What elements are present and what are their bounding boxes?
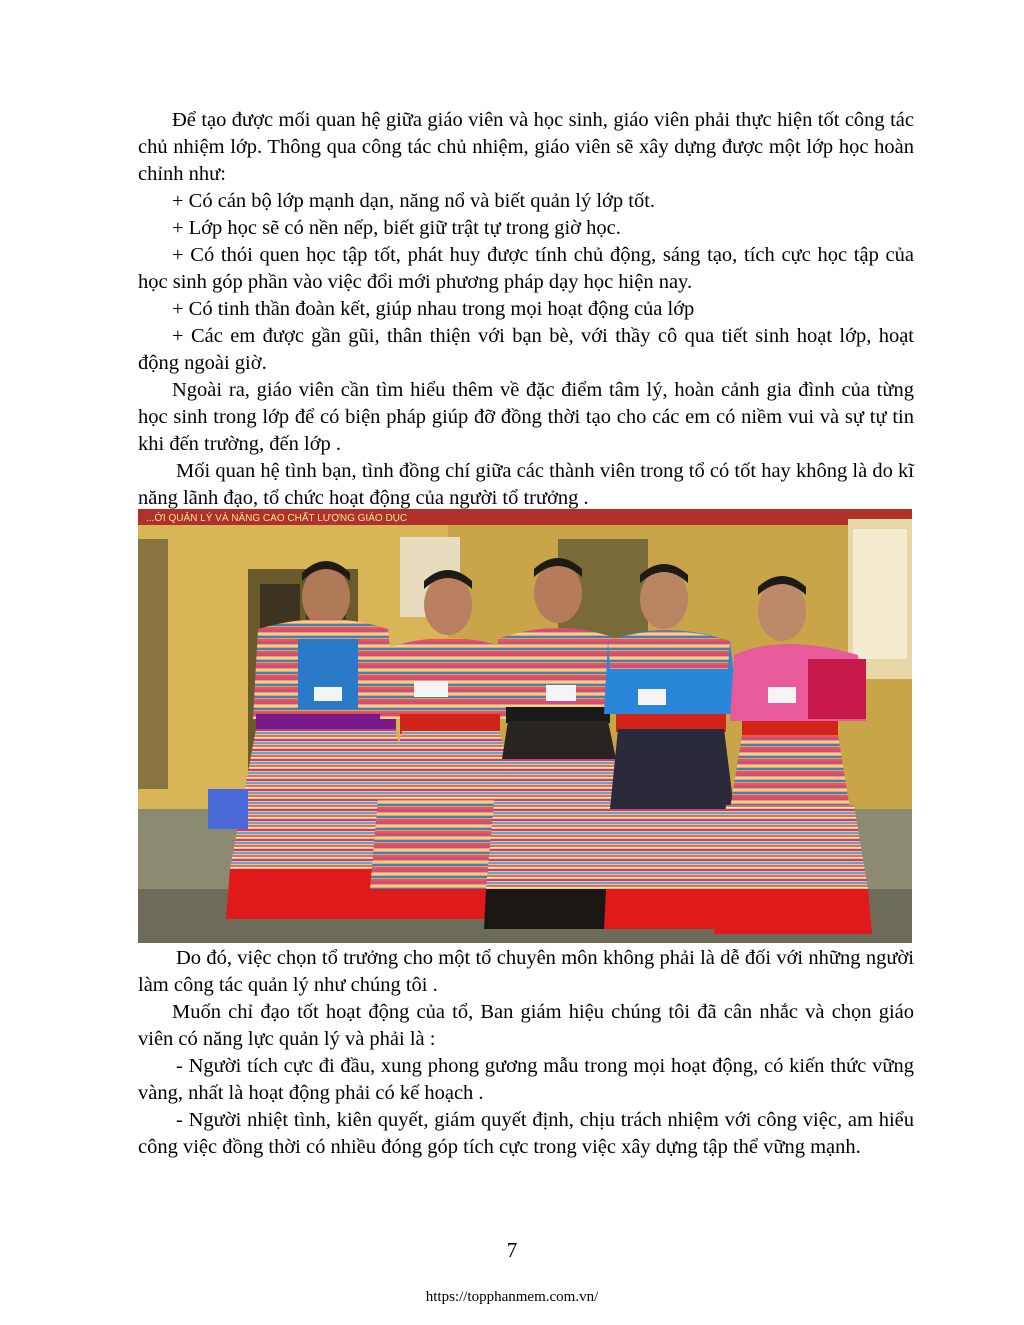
paragraph-psychology: Ngoài ra, giáo viên cần tìm hiểu thêm về đặc điểm tâm lý, hoàn cảnh gia đình của từng học sinh trong lớp để có biện pháp giúp đỡ đồng thời tạo cho các em có niềm vui và sự tự tin khi đến trường, đến lớp . <box>138 379 914 455</box>
bullet-discipline: + Lớp học sẽ có nền nếp, biết giữ trật tự trong giờ học. <box>172 217 621 239</box>
criteria-pioneer: - Người tích cực đi đầu, xung phong gương mẫu trong mọi hoạt động, có kiến thức vững vàng, nhất là hoạt động phải có kế hoạch . <box>138 1055 914 1104</box>
footer-url[interactable]: https://topphanmem.com.vn/ <box>425 1289 599 1305</box>
body-text-top <box>138 107 914 512</box>
bullet-friendliness: + Các em được gần gũi, thân thiện với bạn bè, với thầy cô qua tiết sinh hoạt lớp, hoạt động ngoài giờ. <box>138 325 914 374</box>
body-text-bottom <box>138 945 914 1161</box>
paragraph-choosing-leader: Do đó, việc chọn tổ trưởng cho một tổ chuyên môn không phải là dễ đối với những người làm công tác quản lý như chúng tôi . <box>138 947 914 996</box>
page-number: 7 <box>506 1238 518 1262</box>
group-photo <box>138 509 912 943</box>
paragraph-intro: Để tạo được mối quan hệ giữa giáo viên và học sinh, giáo viên phải thực hiện tốt công tác chủ nhiệm lớp. Thông qua công tác chủ nhiệm, giáo viên sẽ xây dựng được một lớp học hoàn chỉnh như: <box>138 109 914 185</box>
paragraph-board-criteria: Muốn chỉ đạo tốt hoạt động của tổ, Ban giám hiệu chúng tôi đã cân nhắc và chọn giáo viên có năng lực quản lý và phải là : <box>138 1001 914 1050</box>
bullet-solidarity: + Có tinh thần đoàn kết, giúp nhau trong mọi hoạt động của lớp <box>172 298 695 320</box>
bullet-class-officers: + Có cán bộ lớp mạnh dạn, năng nổ và biết quản lý lớp tốt. <box>172 190 656 212</box>
criteria-enthusiastic: - Người nhiệt tình, kiên quyết, giám quyết định, chịu trách nhiệm với công việc, am hiểu công việc đồng thời có nhiều đóng góp tích cực trong việc xây dựng tập thể vững mạnh. <box>138 1109 914 1158</box>
bullet-study-habits: + Có thói quen học tập tốt, phát huy được tính chủ động, sáng tạo, tích cực học tập của học sinh góp phần vào việc đổi mới phương pháp dạy học hiện nay. <box>138 244 914 293</box>
photo-banner-text: ...ỚI QUẢN LÝ VÀ NÂNG CAO CHẤT LƯỢNG GIÁO DỤC <box>146 513 408 524</box>
paragraph-leadership: Mối quan hệ tình bạn, tình đồng chí giữa các thành viên trong tổ có tốt hay không là do kĩ năng lãnh đạo, tổ chức hoạt động của người tổ trưởng . <box>138 460 914 509</box>
